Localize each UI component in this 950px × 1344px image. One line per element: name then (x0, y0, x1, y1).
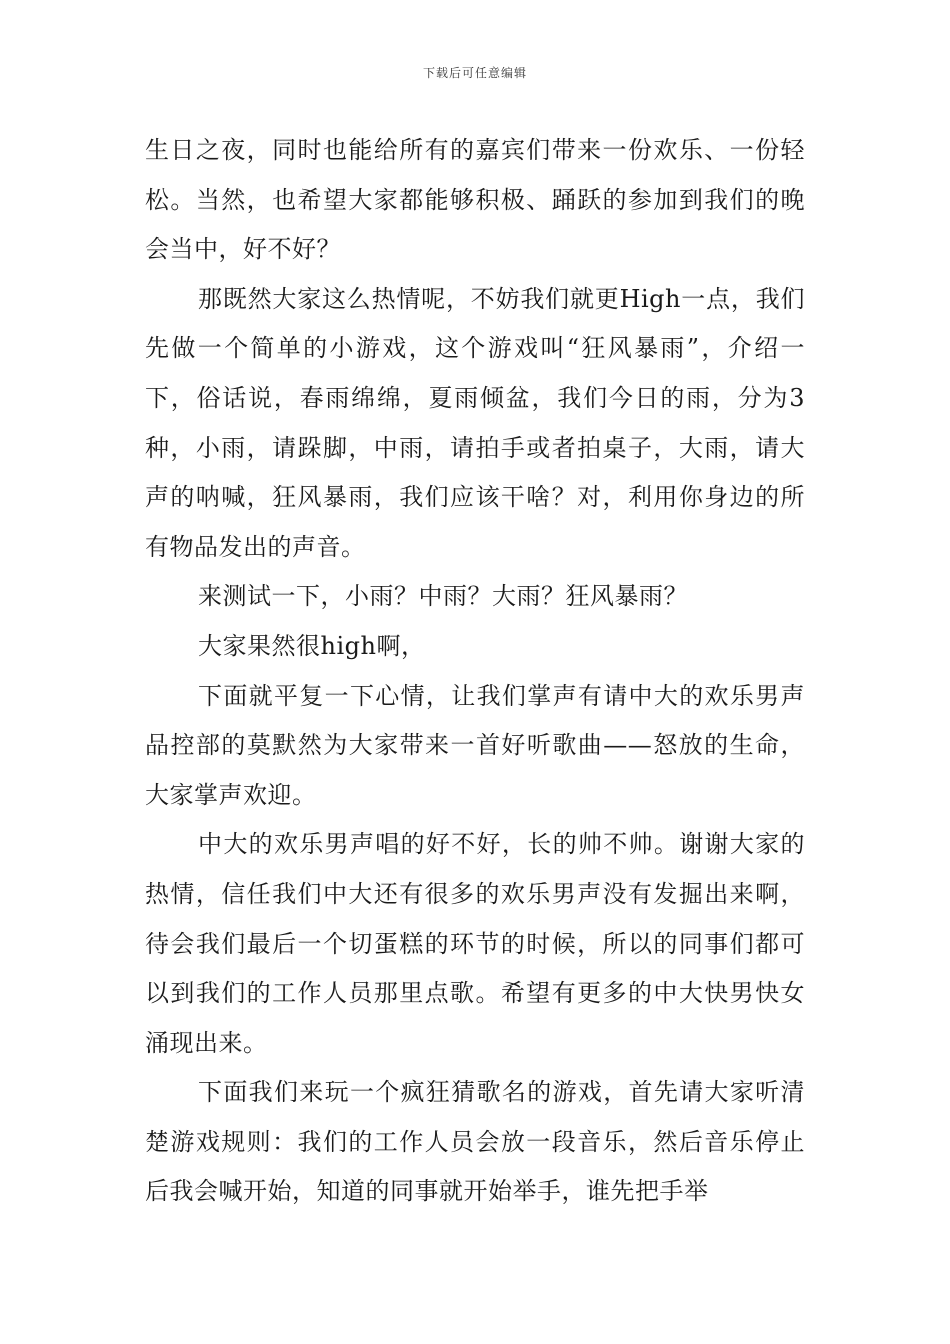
paragraph-4: 大家果然很high啊， (198, 631, 426, 660)
paragraph-1: 生日之夜，同时也能给所有的嘉宾们带来一份欢乐、一份轻松。当然，也希望大家都能够积极、踊跃的参加到我们的晚会当中，好不好？ (145, 136, 805, 264)
paragraph-7: 下面我们来玩一个疯狂猜歌名的游戏，首先请大家听清楚游戏规则：我们的工作人员会放一段音乐，然后音乐停止后我会喊开始，知道的同事就开始举手，谁先把手举 (145, 1078, 805, 1206)
paragraph-6: 中大的欢乐男声唱的好不好，长的帅不帅。谢谢大家的热情，信任我们中大还有很多的欢乐男声没有发掘出来啊，待会我们最后一个切蛋糕的环节的时候，所以的同事们都可以到我们的工作人员那里点歌。希望有更多的中大快男快女涌现出来。 (145, 830, 805, 1057)
paragraph-5: 下面就平复一下心情，让我们掌声有请中大的欢乐男声品控部的莫默然为大家带来一首好听歌曲——怒放的生命，大家掌声欢迎。 (145, 681, 805, 809)
paragraph-2: 那既然大家这么热情呢，不妨我们就更High一点，我们先做一个简单的小游戏，这个游戏叫“狂风暴雨”，介绍一下，俗话说，春雨绵绵，夏雨倾盆，我们今日的雨，分为3种，小雨，请跺脚，中雨，请拍手或者拍桌子，大雨，请大声的呐喊，狂风暴雨，我们应该干啥？对，利用你身边的所有物品发出的声音。 (145, 284, 805, 561)
page-header: 下载后可任意编辑 (422, 66, 527, 80)
body-text (145, 126, 805, 1217)
paragraph-3: 来测试一下，小雨？中雨？大雨？狂风暴雨？ (198, 582, 688, 611)
